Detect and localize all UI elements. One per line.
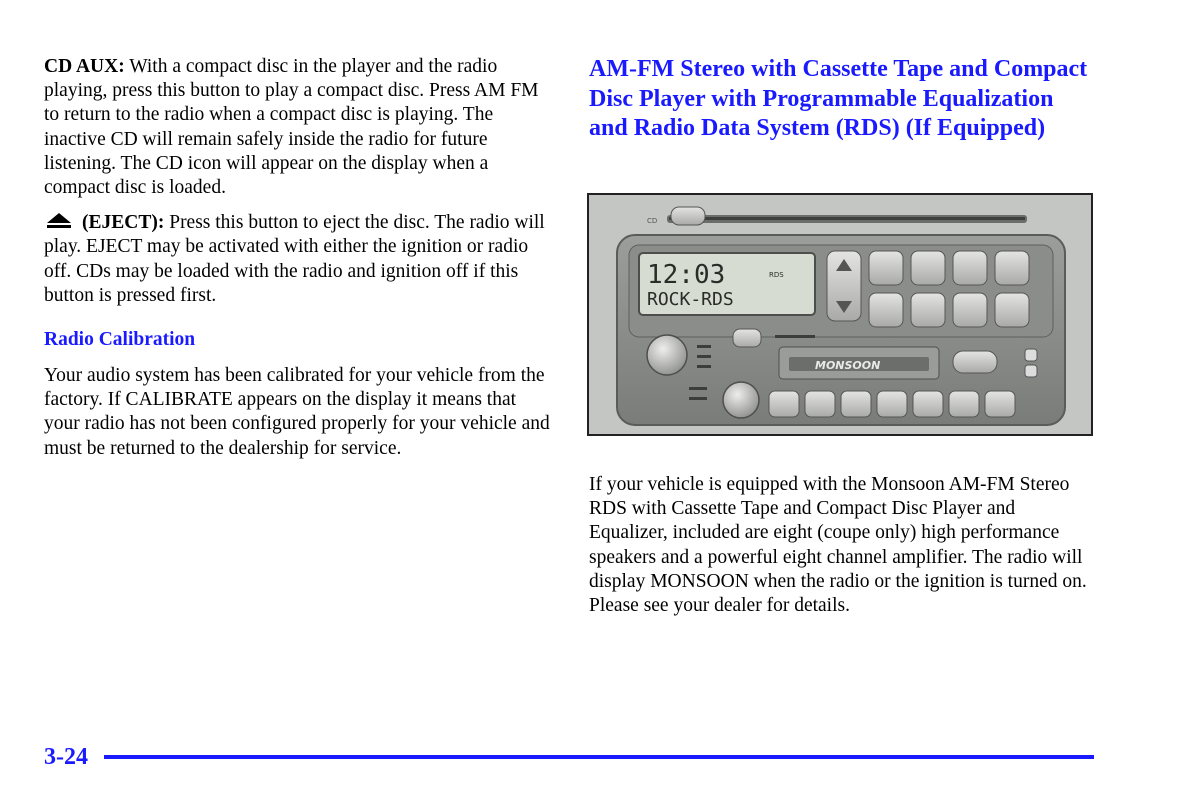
monsoon-paragraph: If your vehicle is equipped with the Monsoon AM-FM Stereo RDS with Cassette Tape and Compact Disc Player and Equalizer, included are eight (coupe only) high performance speakers and a powerful eight channel amplifier. The radio will display MONSOON when the radio or the ignition is turned on. Please see your dealer for details. [589,474,1087,617]
eject-text: Press this button to eject the disc. The radio will play. EJECT may be activated with either the ignition or radio off. CDs may be loaded with the radio and ignition off if this button is pressed first. [44,212,545,306]
eject-term: (EJECT): [82,212,165,234]
cd-aux-term: CD AUX: [44,56,125,77]
svg-text:ROCK-RDS: ROCK-RDS [647,289,734,310]
svg-text:12:03: 12:03 [647,260,726,290]
section-heading: AM-FM Stereo with Cassette Tape and Compact Disc Player with Programmable Equalization and Radio Data System (RDS) (If Equipped) [589,56,1088,141]
cd-aux-text: With a compact disc in the player and the radio playing, press this button to play a compact disc. Press AM FM to return to the radio when a compact disc is playing. The inactive CD will remain safely inside the radio for future listening. The CD icon will appear on the display when a compact disc is loaded. [44,56,539,199]
right-body [589,473,1097,618]
svg-text:MONSOON: MONSOON [815,359,881,372]
footer-rule [104,755,1094,759]
eject-icon [46,213,72,228]
right-column [589,55,1097,144]
radio-illustration [589,195,1091,434]
svg-text:CD: CD [647,217,658,225]
radio-photo [587,193,1093,436]
left-column [44,55,556,461]
radio-calibration-heading: Radio Calibration [44,329,196,351]
page-number: 3-24 [44,744,88,770]
eject-paragraph [44,211,556,308]
svg-text:RDS: RDS [769,271,784,279]
radio-calibration-paragraph: Your audio system has been calibrated for your vehicle from the factory. If CALIBRATE appears on the display it means that your radio has not been configured properly for your vehicle and must be returned to the dealership for service. [44,365,550,459]
cd-aux-paragraph [44,55,556,200]
